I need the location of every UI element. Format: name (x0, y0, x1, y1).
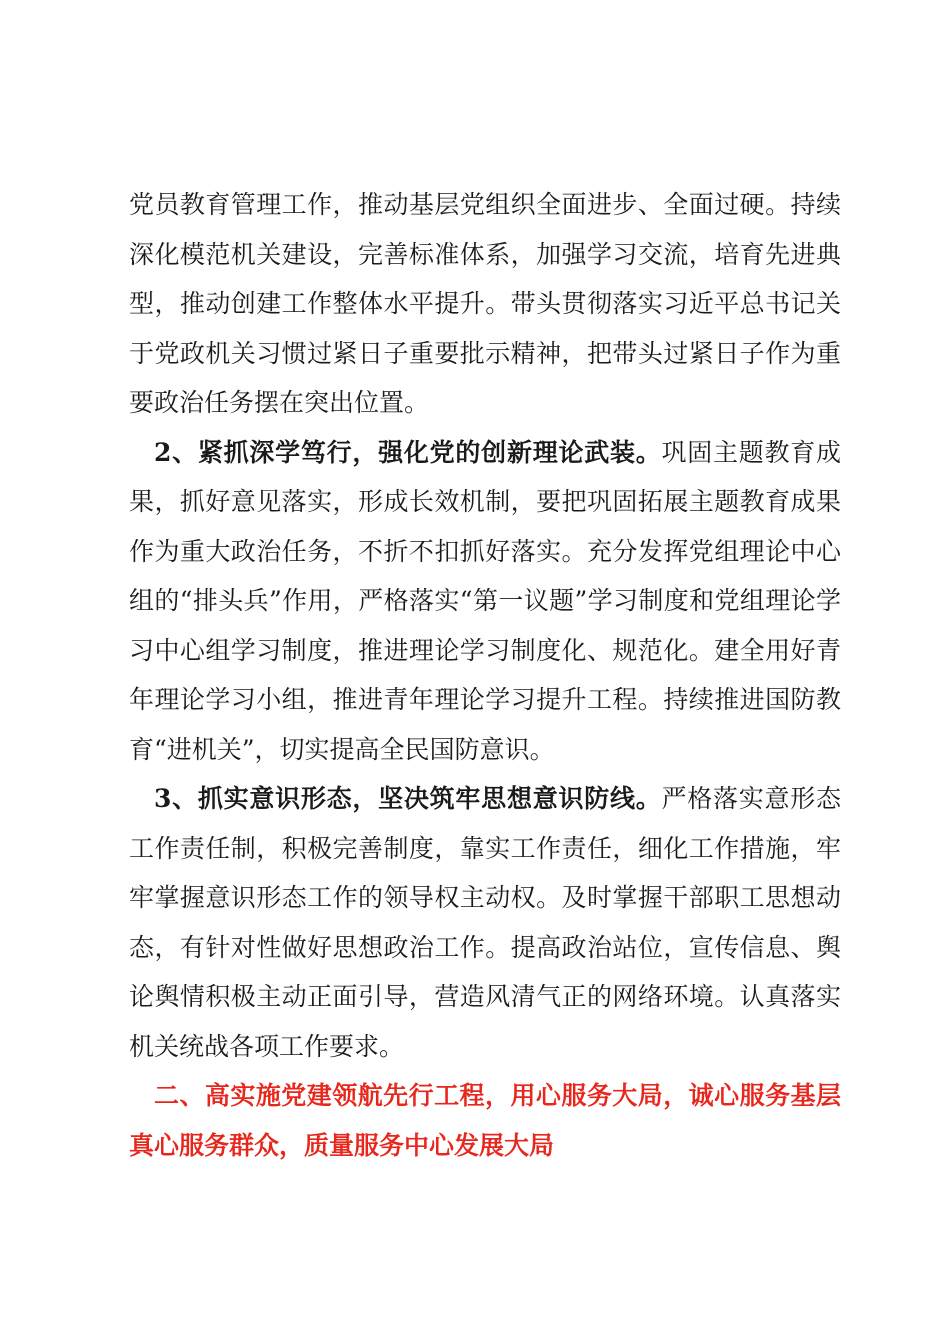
paragraph-2-lead: 2、紧抓深学笃行，强化党的创新理论武装。 (154, 437, 662, 467)
paragraph-1: 党员教育管理工作，推动基层党组织全面进步、全面过硬。持续深化模范机关建设，完善标准体系，加强学习交流，培育先进典型，推动创建工作整体水平提升。带头贯彻落实习近平总书记关于党政机关习惯过紧日子重要批示精神，把带头过紧日子作为重要政治任务摆在突出位置。 (129, 190, 841, 417)
paragraph-2 (129, 428, 841, 775)
paragraph-3-lead: 3、抓实意识形态，坚决筑牢思想意识防线。 (154, 784, 662, 813)
paragraph-3-body: 严格落实意形态工作责任制，积极完善制度，靠实工作责任，细化工作措施，牢牢掌握意识形态工作的领导权主动权。及时掌握干部职工思想动态，有针对性做好思想政治工作。提高政治站位，宣传信息、舆论舆情积极主动正面引导，营造风清气正的网络环境。认真落实机关统战各项工作要求。 (129, 784, 841, 1061)
section-heading: 二、高实施党建领航先行工程，用心服务大局，诚心服务基层真心服务群众，质量服务中心发展大局 (129, 1081, 841, 1160)
paragraph-2-body: 巩固主题教育成果，抓好意见落实，形成长效机制，要把巩固拓展主题教育成果作为重大政治任务，不折不扣抓好落实。充分发挥党组理论中心组的“排头兵”作用，严格落实“第一议题”学习制度和党组理论学习中心组学习制度，推进理论学习制度化、规范化。建全用好青年理论学习小组，推进青年理论学习提升工程。持续推进国防教育“进机关”，切实提高全民国防意识。 (129, 437, 841, 764)
paragraph-3 (129, 774, 841, 1071)
document-body (129, 180, 841, 1170)
